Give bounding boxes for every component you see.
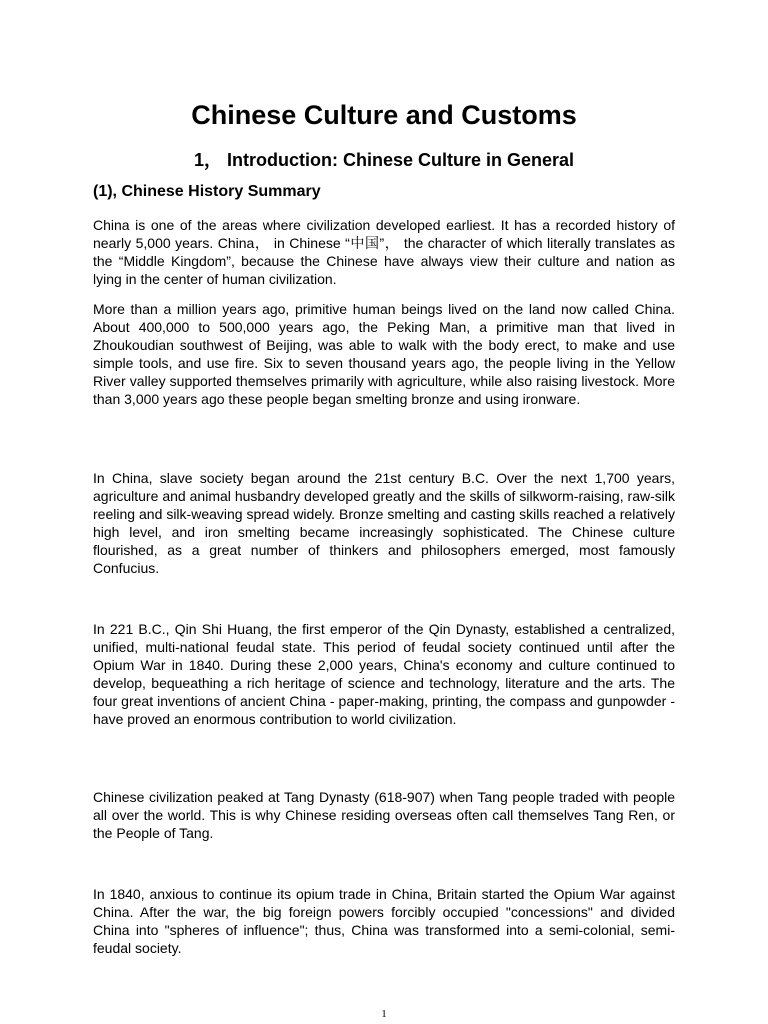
- paragraph-feudal-state: In 221 B.C., Qin Shi Huang, the first emperor of the Qin Dynasty, established a centralized, unified, multi-national feudal state. This period of feudal society continued until after the Opium War in 1840. During these 2,000 years, China's economy and culture continued to develop, bequeathing a rich heritage of science and technology, literature and the arts. The four great inventions of ancient China - paper-making, printing, the compass and gunpowder - have proved an enormous contribution to world civilization.: [93, 621, 675, 727]
- paragraph-history-intro: China is one of the areas where civilization developed earliest. It has a recorded history of nearly 5,000 years. China， in Chinese “中国”， the character of which literally translates as the “Middle Kingdom”, because the Chinese have always view their culture and nation as lying in the center of human civilization.: [93, 217, 675, 287]
- paragraph-prehistory: More than a million years ago, primitive human beings lived on the land now called China. About 400,000 to 500,000 years ago, the Peking Man, a primitive man that lived in Zhoukoudian southwest of Beijing, was able to walk with the body erect, to make and use simple tools, and use fire. Six to seven thousand years ago, the people living in the Yellow River valley supported themselves primarily with agriculture, while also raising livestock. More than 3,000 years ago these people began smelting bronze and using ironware.: [93, 301, 675, 407]
- paragraph-opium-war: In 1840, anxious to continue its opium trade in China, Britain started the Opium War against China. After the war, the big foreign powers forcibly occupied "concessions" and divided China into "spheres of influence"; thus, China was transformed into a semi-colonial, semi-feudal society.: [93, 886, 675, 956]
- paragraph-tang-dynasty: Chinese civilization peaked at Tang Dynasty (618-907) when Tang people traded with people all over the world. This is why Chinese residing overseas often call themselves Tang Ren, or the People of Tang.: [93, 789, 675, 841]
- section-heading: (1), Chinese History Summary: [93, 183, 321, 200]
- paragraph-slave-society: In China, slave society began around the 21st century B.C. Over the next 1,700 years, agriculture and animal husbandry developed greatly and the skills of silkworm-raising, raw-silk reeling and silk-weaving spread widely. Bronze smelting and casting skills reached a relatively high level, and iron smelting became increasingly sophisticated. The Chinese culture flourished, as a great number of thinkers and philosophers emerged, most famously Confucius.: [93, 470, 675, 576]
- chapter-subtitle: 1， Introduction: Chinese Culture in General: [193, 150, 575, 170]
- page-number: 1: [381, 1008, 387, 1020]
- document-title: Chinese Culture and Customs: [191, 100, 577, 130]
